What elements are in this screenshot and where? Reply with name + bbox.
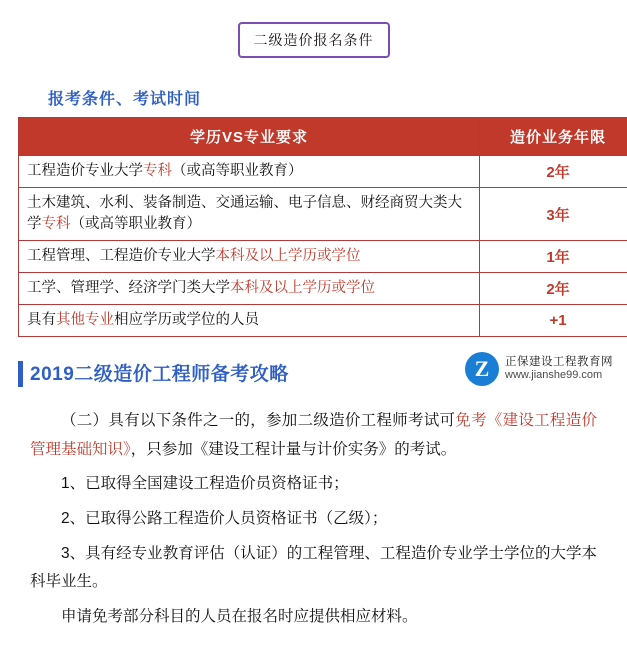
requirement-text-post: 相应学历或学位的人员: [114, 312, 259, 329]
paragraph: [30, 505, 597, 534]
cell-requirement: [19, 241, 480, 273]
logo-mark-icon: Z: [465, 352, 499, 386]
cell-years: +1: [480, 305, 627, 337]
paragraph: [30, 603, 597, 632]
paragraph-text: 3、具有经专业教育评估（认证）的工程管理、工程造价专业学士学位的大学本科毕业生。: [30, 544, 597, 591]
cell-years: 2年: [480, 273, 627, 305]
paragraph-text: ，只参加《建设工程计量与计价实务》的考试。: [130, 440, 457, 458]
logo-site-url: www.jianshe99.com: [505, 369, 603, 382]
paragraph-text: 申请免考部分科目的人员在报名时应提供相应材料。: [61, 608, 418, 626]
table-header: [19, 118, 627, 156]
paragraph-text: 2、已取得公路工程造价人员资格证书（乙级）；: [61, 510, 388, 528]
cell-requirement: [19, 305, 480, 337]
site-logo: [465, 352, 613, 386]
cell-requirement: [19, 156, 480, 188]
paragraph-text: （二）具有以下条件之一的，参加二级造价工程师考试可: [61, 412, 456, 430]
paragraph: [30, 540, 597, 597]
table-row: [19, 241, 627, 273]
conditions-table: [18, 117, 627, 337]
column-header-requirement: 学历VS专业要求: [19, 118, 480, 156]
cell-requirement: [19, 188, 480, 241]
requirement-text-pre: 具有: [27, 312, 56, 329]
logo-site-name: 正保建设工程教育网: [505, 356, 613, 369]
cell-requirement: [19, 273, 480, 305]
section2-accent-bar: [18, 361, 23, 387]
paragraph-emphasis: 免考《建设工程造价管理基础知识》: [30, 412, 597, 458]
table-header-row: [19, 118, 627, 156]
requirement-text-pre: 土木建筑、水利、装备制造、交通运输、电子信息、财经商贸大类大学: [27, 195, 462, 233]
table-row: [19, 188, 627, 241]
requirement-text-highlight: 专科: [143, 163, 172, 179]
logo-text: [505, 356, 613, 382]
requirement-text-pre: 工学、管理学、经济学门类大学: [27, 280, 230, 297]
section2-title: 2019二级造价工程师备考攻略: [30, 364, 289, 386]
requirement-text-pre: 工程造价专业大学: [27, 163, 143, 179]
table-body: [19, 156, 627, 337]
top-badge: 二级造价报名条件: [238, 22, 390, 58]
requirement-text-post: （或高等职业教育）: [70, 216, 201, 233]
paragraph: [30, 470, 597, 499]
requirement-text-highlight: 本科及以上学历或学位: [215, 248, 361, 265]
table-row: [19, 156, 627, 188]
cell-years: 3年: [480, 188, 627, 241]
section2-body: [30, 407, 597, 632]
paragraph-text: 1、已取得全国建设工程造价员资格证书；: [61, 475, 349, 493]
requirement-text-highlight: 其他专业: [56, 312, 114, 329]
top-badge-container: [0, 0, 627, 58]
section1-title: 报考条件、考试时间: [48, 91, 202, 108]
requirement-text-post: （或高等职业教育）: [172, 163, 303, 179]
cell-years: 1年: [480, 241, 627, 273]
conditions-table-container: [18, 117, 609, 337]
column-header-years: 造价业务年限: [480, 118, 627, 156]
requirement-text-highlight: 专科: [41, 216, 71, 233]
requirement-text-highlight: 本科及以上学历或学位: [230, 280, 375, 297]
paragraph: [30, 407, 597, 464]
cell-years: 2年: [480, 156, 627, 188]
table-row: [19, 305, 627, 337]
table-row: [19, 273, 627, 305]
requirement-text-pre: 工程管理、工程造价专业大学: [27, 248, 216, 265]
